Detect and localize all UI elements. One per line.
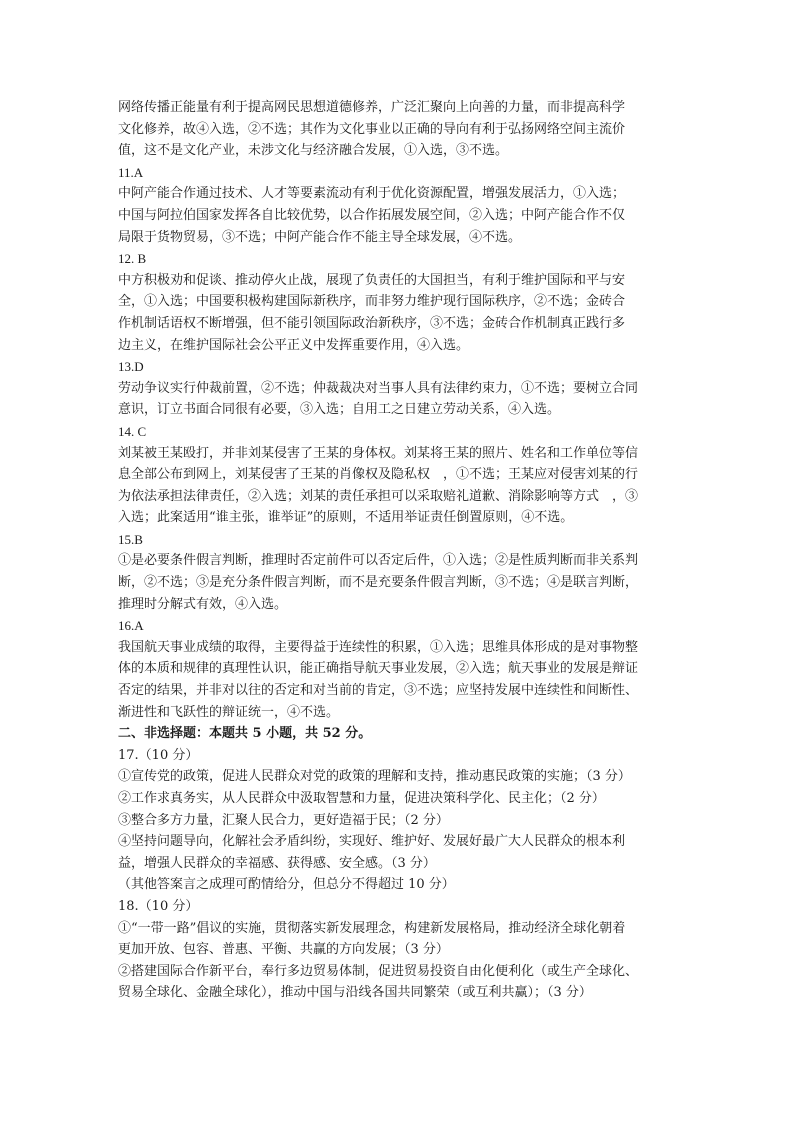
text-line: 我国航天事业成绩的取得，主要得益于连续性的积累，①入选；思维具体形成的是对事物整 <box>118 639 639 655</box>
text-line: 贸易全球化、金融全球化），推动中国与沿线各国共同繁荣（或互利共赢）；（3 分） <box>118 985 592 1001</box>
text-line: 中国与阿拉伯国家发挥各自比较优势，以合作拓展发展空间，②入选；中阿产能合作不仅 <box>118 207 626 223</box>
question-number: 12. B <box>118 251 147 267</box>
question-number: 14. C <box>118 423 147 439</box>
text-line: 渐进性和飞跃性的辩证统一，④不选。 <box>118 704 340 720</box>
text-line: ②工作求真务实，从人民群众中汲取智慧和力量，促进决策科学化、民主化；（2 分） <box>118 791 605 806</box>
text-line: 更加开放、包容、普惠、平衡、共赢的方向发展；（3 分） <box>118 942 449 958</box>
question-number: 15.B <box>118 531 143 547</box>
text-line: 中阿产能合作通过技术、人才等要素流动有利于优化资源配置，增强发展活力，①入选； <box>118 186 626 202</box>
text-line: ①“一带一路”倡议的实施，贯彻落实新发展理念，构建新发展格局，推动经济全球化朝着 <box>118 920 626 936</box>
text-line: 文化修养，故④入选，②不选；其作为文化事业以正确的导向有利于弘扬网络空间主流价 <box>118 121 626 137</box>
text-line: 否定的结果，并非对以往的否定和对当前的肯定，③不选；应坚持发展中连续性和间断性、 <box>118 683 639 699</box>
text-line: 意识，订立书面合同很有必要，③入选；自用工之日建立劳动关系，④入选。 <box>118 402 561 418</box>
text-line: 息全部公布到网上，刘某侵害了王某的肖像权及隐私权 ，①不选；王某应对侵害刘某的行 <box>118 467 639 483</box>
text-line: 体的本质和规律的真理性认识，能正确指导航天事业发展，②入选；航天事业的发展是辩证 <box>118 661 639 677</box>
text-line: 断，②不选；③是充分条件假言判断，而不是充要条件假言判断，③不选；④是联言判断， <box>118 575 639 591</box>
text-line: ①宣传党的政策，促进人民群众对党的政策的理解和支持，推动惠民政策的实施；（3 分） <box>118 769 631 785</box>
text-line: ③整合多方力量，汇聚人民合力，更好造福于民；（2 分） <box>118 812 449 828</box>
text-line: 推理时分解式有效，④入选。 <box>118 596 288 612</box>
text-line: 局限于货物贸易，③不选；中阿产能合作不能主导全球发展，④不选。 <box>118 229 522 245</box>
section-heading: 二、非选择题：本题共 5 小题，共 52 分。 <box>118 726 372 742</box>
question-number: 17.（10 分） <box>118 747 199 763</box>
text-line: 刘某被王某殴打，并非刘某侵害了王某的身体权。刘某将王某的照片、姓名和工作单位等信 <box>118 445 639 461</box>
question-number: 18.（10 分） <box>118 898 199 914</box>
scoring-note: （其他答案言之成理可酌情给分，但总分不得超过 10 分） <box>118 877 455 893</box>
text-line: 作机制话语权不断增强，但不能引领国际政治新秩序，③不选；金砖合作机制真正践行多 <box>118 315 626 331</box>
text-line: 益，增强人民群众的幸福感、获得感、安全感。（3 分） <box>118 855 436 871</box>
text-line: 值，这不是文化产业，未涉文化与经济融合发展，①入选，③不选。 <box>118 143 509 159</box>
question-number: 11.A <box>118 164 144 180</box>
text-line: 为依法承担法律责任，②入选；刘某的责任承担可以采取赔礼道歉、消除影响等方式 ，③ <box>118 488 639 504</box>
text-line: 劳动争议实行仲裁前置，②不选；仲裁裁决对当事人具有法律约束力，①不选；要树立合同 <box>118 380 639 396</box>
question-number: 16.A <box>118 618 144 634</box>
text-line: ②搭建国际合作新平台，奉行多边贸易体制，促进贸易投资自由化便利化（或生产全球化、 <box>118 963 639 979</box>
text-line: 中方积极劝和促谈、推动停火止战，展现了负责任的大国担当，有利于维护国际和平与安 <box>118 272 626 288</box>
text-line: ①是必要条件假言判断，推理时否定前件可以否定后件，①入选；②是性质判断而非关系判 <box>118 553 639 569</box>
text-line: 全，①入选；中国要积极构建国际新秩序，而非努力维护现行国际秩序，②不选；金砖合 <box>118 294 626 310</box>
text-line: 边主义，在维护国际社会公平正义中发挥重要作用，④入选。 <box>118 337 470 353</box>
question-number: 13.D <box>118 359 144 375</box>
text-line: 入选；此案适用“谁主张，谁举证”的原则，不适用举证责任倒置原则，④不选。 <box>118 510 574 526</box>
answer-document <box>118 97 683 1004</box>
text-line: ④坚持问题导向，化解社会矛盾纠纷，实现好、维护好、发展好最广大人民群众的根本利 <box>118 834 626 850</box>
text-line: 网络传播正能量有利于提高网民思想道德修养，广泛汇聚向上向善的力量，而非提高科学 <box>118 100 626 115</box>
